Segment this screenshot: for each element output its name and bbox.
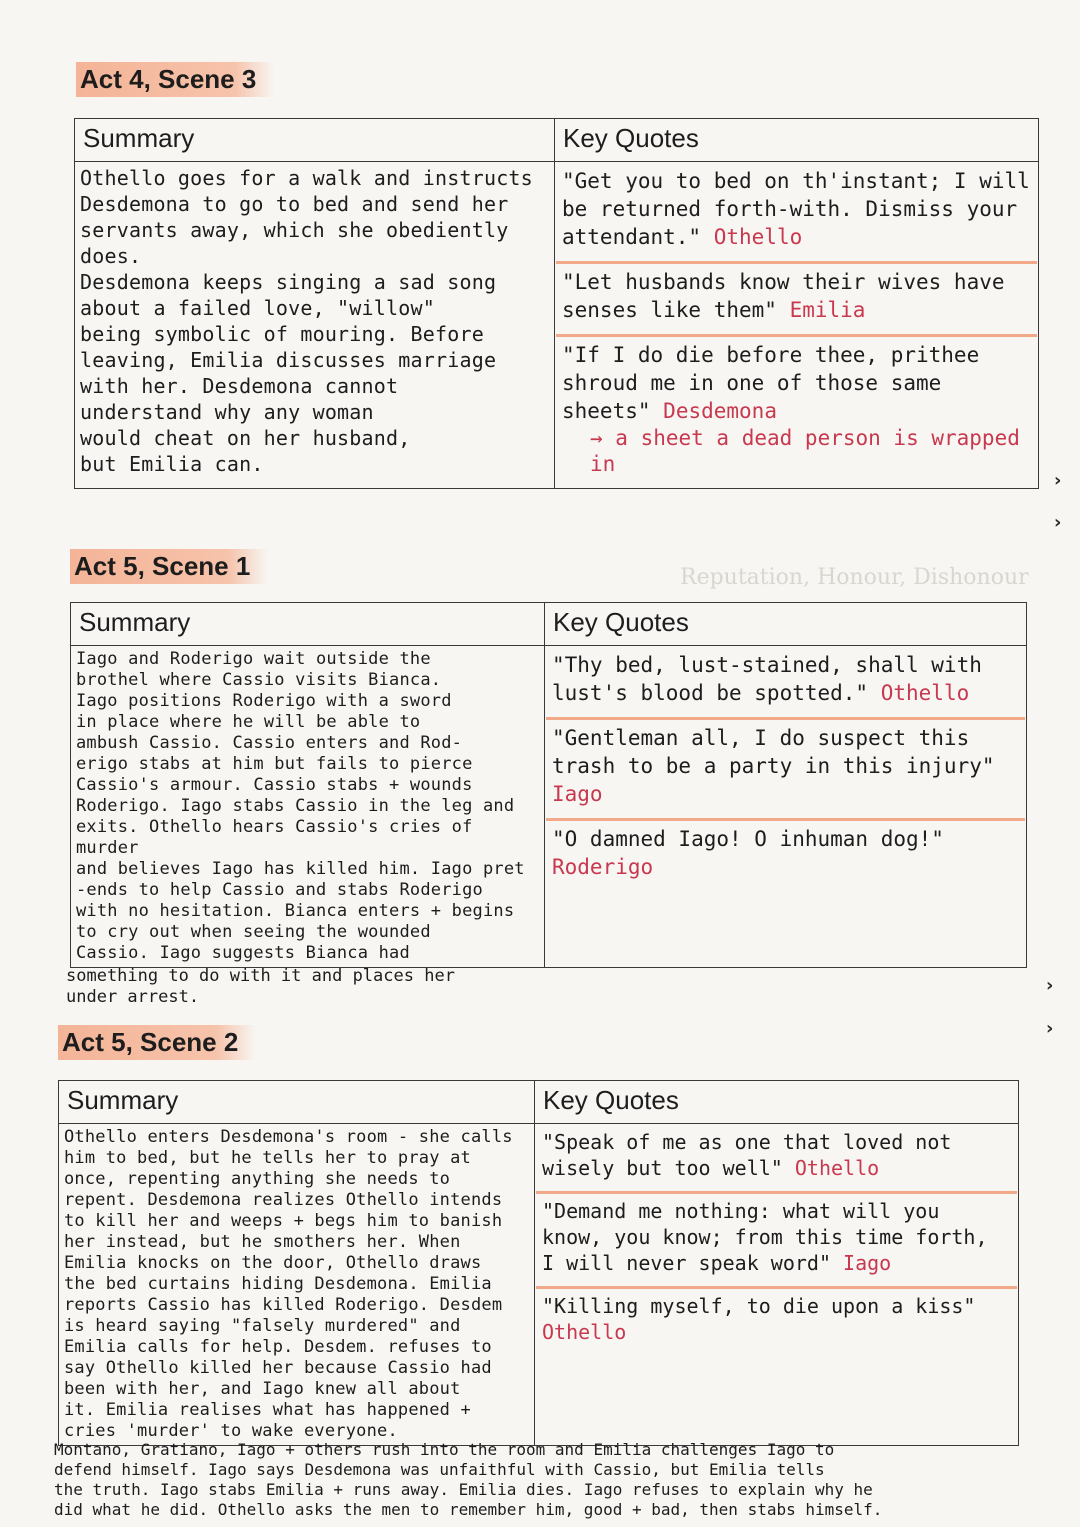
summary-line: understand why any woman <box>80 400 374 424</box>
quote-speaker: Desdemona <box>663 399 777 423</box>
summary-line: in place where he will be able to <box>76 712 421 732</box>
summary-line: Othello goes for a walk and instructs <box>80 166 533 190</box>
act5s1-summary <box>72 647 543 966</box>
summary-line: once, repenting anything she needs to <box>64 1169 451 1189</box>
summary-line: erigo stabs at him but fails to pierce <box>76 754 473 774</box>
quote-speaker: Iago <box>843 1251 892 1275</box>
quote-text: "Thy bed, lust-stained, shall with lust's blood be spotted." <box>552 653 982 705</box>
summary-line: to cry out when seeing the wounded <box>76 922 431 942</box>
act4-table <box>74 118 1039 489</box>
quote <box>546 720 1025 821</box>
act4-quotes-header: Key Quotes <box>555 119 1039 162</box>
summary-line: Iago and Roderigo wait outside the <box>76 649 431 669</box>
quote-text: "Killing myself, to die upon a kiss" <box>542 1294 976 1318</box>
act5s2-quotes-cell <box>535 1124 1019 1446</box>
bleed-through: Reputation, Honour, Dishonour <box>680 565 1029 590</box>
quote-speaker: Othello <box>880 681 970 705</box>
quote-text: "Speak of me as one that loved not wisely but too well" <box>542 1130 952 1180</box>
summary-line: her instead, but he smothers her. When <box>64 1232 461 1252</box>
act5s2-summary-cell <box>59 1124 535 1446</box>
summary-line: Iago positions Roderigo with a sword <box>76 691 452 711</box>
quote <box>556 337 1037 487</box>
quote-speaker: Roderigo <box>552 855 654 879</box>
quote-text: "Get you to bed on th'instant; I will be returned forth-with. Dismiss your attendant." <box>562 169 1030 249</box>
act5s2-quotes-header: Key Quotes <box>535 1081 1019 1124</box>
summary-line: it. Emilia realises what has happened + <box>64 1400 471 1420</box>
quote <box>556 163 1037 264</box>
act4-summary-cell <box>75 162 555 489</box>
summary-line: repent. Desdemona realizes Othello intends <box>64 1190 503 1210</box>
summary-line: the bed curtains hiding Desdemona. Emilia <box>64 1274 492 1294</box>
summary-line: did what he did. Othello asks the men to remember him, good + bad, then stabs himself. <box>54 1500 883 1519</box>
quote <box>546 647 1025 720</box>
summary-line: Desdemona to go to bed and send her <box>80 192 509 216</box>
margin-arrow: › <box>1054 470 1062 491</box>
act5s1-summary-cell <box>71 646 545 968</box>
summary-line: would cheat on her husband, <box>80 426 411 450</box>
act4-title: Act 4, Scene 3 <box>76 62 274 97</box>
summary-line: about a failed love, "willow" <box>80 296 435 320</box>
act5s2-summary-header: Summary <box>59 1081 535 1124</box>
summary-line: Emilia calls for help. Desdem. refuses to <box>64 1337 492 1357</box>
act5s1-table <box>70 602 1027 968</box>
summary-line: exits. Othello hears Cassio's cries of murder <box>76 817 473 858</box>
quote <box>536 1289 1017 1355</box>
summary-line: the truth. Iago stabs Emilia + runs away. Emilia dies. Iago refuses to explain why he <box>54 1480 873 1499</box>
summary-line: Cassio. Iago suggests Bianca had <box>76 943 410 963</box>
quote-text: "If I do die before thee, prithee shroud me in one of those same sheets" <box>562 343 980 423</box>
summary-line: Cassio's armour. Cassio stabs + wounds <box>76 775 473 795</box>
summary-line: and believes Iago has killed him. Iago pret <box>76 859 525 879</box>
summary-line: servants away, which she obediently does. <box>80 218 509 268</box>
act5s1-title: Act 5, Scene 1 <box>70 549 268 584</box>
act4-summary <box>76 163 553 479</box>
summary-line: being symbolic of mouring. Before <box>80 322 484 346</box>
act5s2-title: Act 5, Scene 2 <box>58 1025 256 1060</box>
quote <box>536 1125 1017 1194</box>
summary-line: him to bed, but he tells her to pray at <box>64 1148 471 1168</box>
quote <box>556 264 1037 337</box>
act5s2-summary <box>60 1125 533 1444</box>
summary-line: cries 'murder' to wake everyone. <box>64 1421 398 1441</box>
summary-line: under arrest. <box>66 987 200 1007</box>
quote-text: "Let husbands know their wives have senses like them" <box>562 270 1005 322</box>
summary-line: been with her, and Iago knew all about <box>64 1379 461 1399</box>
summary-line: with her. Desdemona cannot <box>80 374 399 398</box>
quote <box>546 821 1025 891</box>
margin-arrow: › <box>1046 975 1054 996</box>
summary-line: reports Cassio has killed Roderigo. Desdem <box>64 1295 503 1315</box>
act5s2-summary-overflow <box>54 1440 882 1520</box>
summary-line: Emilia knocks on the door, Othello draws <box>64 1253 482 1273</box>
summary-line: something to do with it and places her <box>66 966 455 986</box>
summary-line: with no hesitation. Bianca enters + begins <box>76 901 515 921</box>
summary-line: brothel where Cassio visits Bianca. <box>76 670 442 690</box>
summary-line: leaving, Emilia discusses marriage <box>80 348 497 372</box>
quote-text: "Demand me nothing: what will you know, you know; from this time forth, I will never speak word" <box>542 1199 988 1275</box>
quote-speaker: Othello <box>794 1156 880 1180</box>
summary-line: Montano, Gratiano, Iago + others rush into the room and Emilia challenges Iago to <box>54 1440 835 1459</box>
quote-text: "Gentleman all, I do suspect this trash to be a party in this injury" <box>552 726 995 778</box>
summary-line: Othello enters Desdemona's room - she calls <box>64 1127 513 1147</box>
act4-summary-header: Summary <box>75 119 555 162</box>
act4-quotes-cell <box>555 162 1039 489</box>
summary-line: defend himself. Iago says Desdemona was unfaithful with Cassio, but Emilia tells <box>54 1460 825 1479</box>
margin-arrow: › <box>1046 1018 1054 1039</box>
act5s1-quotes-cell <box>545 646 1027 968</box>
summary-line: but Emilia can. <box>80 452 264 476</box>
margin-arrow: › <box>1054 512 1062 533</box>
quote-text: "O damned Iago! O inhuman dog!" <box>552 827 944 851</box>
summary-line: Roderigo. Iago stabs Cassio in the leg and <box>76 796 515 816</box>
summary-line: is heard saying "falsely murdered" and <box>64 1316 461 1336</box>
quote-speaker: Iago <box>552 782 603 806</box>
quote-speaker: Othello <box>542 1320 627 1344</box>
act5s1-summary-overflow <box>66 966 455 1008</box>
summary-line: -ends to help Cassio and stabs Roderigo <box>76 880 483 900</box>
summary-line: to kill her and weeps + begs him to banish <box>64 1211 503 1231</box>
quote-speaker: Othello <box>713 225 803 249</box>
act5s1-quotes-header: Key Quotes <box>545 603 1027 646</box>
quote-speaker: Emilia <box>789 298 866 322</box>
summary-line: say Othello killed her because Cassio had <box>64 1358 492 1378</box>
act5s1-summary-header: Summary <box>71 603 545 646</box>
quote <box>536 1194 1017 1289</box>
summary-line: Desdemona keeps singing a sad song <box>80 270 497 294</box>
quote-annotation: → a sheet a dead person is wrapped in <box>590 426 1020 476</box>
summary-line: ambush Cassio. Cassio enters and Rod- <box>76 733 463 753</box>
act5s2-table <box>58 1080 1019 1446</box>
